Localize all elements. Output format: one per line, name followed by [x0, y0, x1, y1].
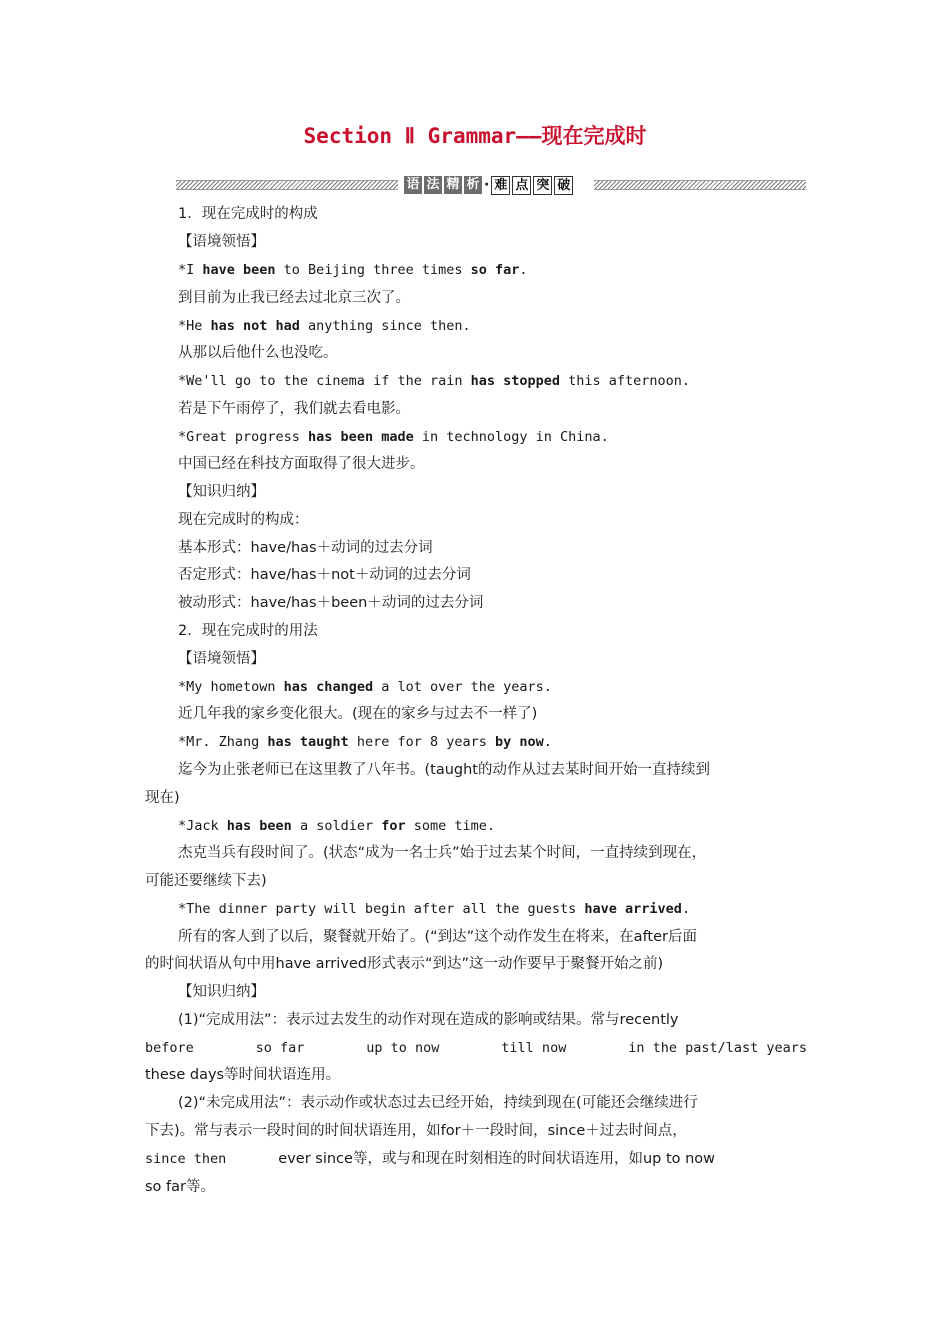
time-adverbial: before: [145, 1040, 194, 1056]
banner-badges: [404, 174, 575, 196]
knowledge-paragraph: 下去)。常与表示一段时间的时间状语连用，如for＋一段时间，since＋过去时间点，: [145, 1123, 687, 1139]
highlight: has been made: [308, 429, 414, 445]
section-heading: 1．现在完成时的构成: [178, 206, 318, 222]
highlight: so far: [470, 262, 520, 278]
highlight: has been: [226, 818, 292, 834]
time-adverbial: up to now: [366, 1040, 440, 1056]
context-label: 【语境领悟】: [178, 234, 265, 250]
text-segment: anything since then.: [299, 318, 471, 334]
banner-char: 点: [512, 176, 531, 195]
knowledge-item: 被动形式：have/has＋been＋动词的过去分词: [178, 595, 484, 611]
example-translation: 到目前为止我已经去过北京三次了。: [178, 290, 410, 306]
text-segment: this afternoon.: [560, 373, 691, 389]
text-segment: in technology in China.: [413, 429, 609, 445]
time-adverbial-list: [145, 1038, 807, 1058]
example-translation: 从那以后他什么也没吃。: [178, 345, 338, 361]
highlight: has stopped: [470, 373, 561, 389]
text-segment: a lot over the years.: [373, 679, 552, 695]
knowledge-item: 现在完成时的构成：: [178, 512, 309, 528]
text-segment: here for 8 years: [348, 734, 495, 750]
text-segment: *My hometown: [178, 679, 284, 695]
text-segment: to Beijing three times: [275, 262, 471, 278]
section-banner: [176, 174, 806, 196]
text-segment: *We'll go to the cinema if the rain: [178, 373, 471, 389]
text-segment: some time.: [405, 818, 496, 834]
text-segment: *He: [178, 318, 211, 334]
text-segment: .: [681, 901, 691, 917]
banner-separator: ·: [484, 177, 490, 193]
knowledge-item: 基本形式：have/has＋动词的过去分词: [178, 540, 433, 556]
banner-char: 语: [404, 176, 422, 194]
banner-hatch-left: [176, 180, 398, 190]
knowledge-label: 【知识归纳】: [178, 484, 265, 500]
example-translation: 若是下午雨停了，我们就去看电影。: [178, 401, 410, 417]
time-adverbial: till now: [501, 1040, 567, 1056]
text-segment: *The dinner party will begin after all the guests: [178, 901, 585, 917]
knowledge-paragraph: these days等时间状语连用。: [145, 1067, 341, 1083]
context-label: 【语境领悟】: [178, 651, 265, 667]
time-adverbial: since then: [145, 1151, 227, 1167]
time-adverbial: in the past/last years: [628, 1040, 807, 1056]
banner-char: 破: [554, 176, 573, 195]
knowledge-paragraph: (2)“未完成用法”：表示动作或状态过去已经开始，持续到现在(可能还会继续进行: [178, 1095, 698, 1111]
highlight: has changed: [283, 679, 374, 695]
example-sentence: [178, 316, 471, 336]
example-translation: 现在): [145, 790, 180, 806]
time-adverbial: so far: [255, 1040, 305, 1056]
text-segment: *Mr. Zhang: [178, 734, 268, 750]
example-translation: 可能还要继续下去): [145, 873, 267, 889]
example-sentence: [178, 899, 690, 919]
text-segment: *Great progress: [178, 429, 309, 445]
example-translation: 所有的客人到了以后，聚餐就开始了。(“到达”这个动作发生在将来，在after后面: [178, 929, 697, 945]
knowledge-label: 【知识归纳】: [178, 984, 265, 1000]
banner-char: 难: [491, 176, 510, 195]
highlight: has not had: [210, 318, 300, 334]
example-sentence: [178, 732, 552, 752]
highlight: by now: [495, 734, 544, 750]
text-segment: *Jack: [178, 818, 227, 834]
highlight: has taught: [267, 734, 349, 750]
banner-char: 法: [424, 176, 442, 194]
text-segment: *I: [178, 262, 203, 278]
example-translation: 中国已经在科技方面取得了很大进步。: [178, 456, 425, 472]
text-segment: a soldier: [291, 818, 382, 834]
banner-char: 精: [444, 176, 462, 194]
knowledge-item: 否定形式：have/has＋not＋动词的过去分词: [178, 567, 471, 583]
example-sentence: [178, 677, 552, 697]
banner-hatch-right: [594, 180, 806, 190]
highlight: have arrived: [584, 901, 682, 917]
example-sentence: [178, 260, 528, 280]
page-title: Section Ⅱ Grammar——现在完成时: [303, 124, 647, 148]
example-sentence: [178, 816, 495, 836]
example-translation: 杰克当兵有段时间了。(状态“成为一名士兵”始于过去某个时间，一直持续到现在，: [178, 845, 707, 861]
highlight: for: [381, 818, 406, 834]
section-heading: 2．现在完成时的用法: [178, 623, 318, 639]
banner-char: 突: [533, 176, 552, 195]
example-translation: 的时间状语从句中用have arrived形式表示“到达”这一动作要早于聚餐开始之前): [145, 956, 664, 972]
text-segment: ever since等，或与和现在时刻相连的时间状语连用，如up to now: [278, 1151, 716, 1167]
knowledge-paragraph: [145, 1149, 715, 1169]
text-segment: .: [519, 262, 528, 278]
banner-char: 析: [464, 176, 482, 194]
example-sentence: [178, 427, 609, 447]
example-translation: 迄今为止张老师已在这里教了八年书。(taught的动作从过去某时间开始一直持续到: [178, 762, 710, 778]
knowledge-paragraph: (1)“完成用法”：表示过去发生的动作对现在造成的影响或结果。常与recently: [178, 1012, 679, 1028]
text-segment: .: [543, 734, 552, 750]
knowledge-paragraph: so far等。: [145, 1179, 215, 1195]
example-sentence: [178, 371, 690, 391]
example-translation: 近几年我的家乡变化很大。(现在的家乡与过去不一样了): [178, 706, 538, 722]
highlight: have been: [202, 262, 276, 278]
